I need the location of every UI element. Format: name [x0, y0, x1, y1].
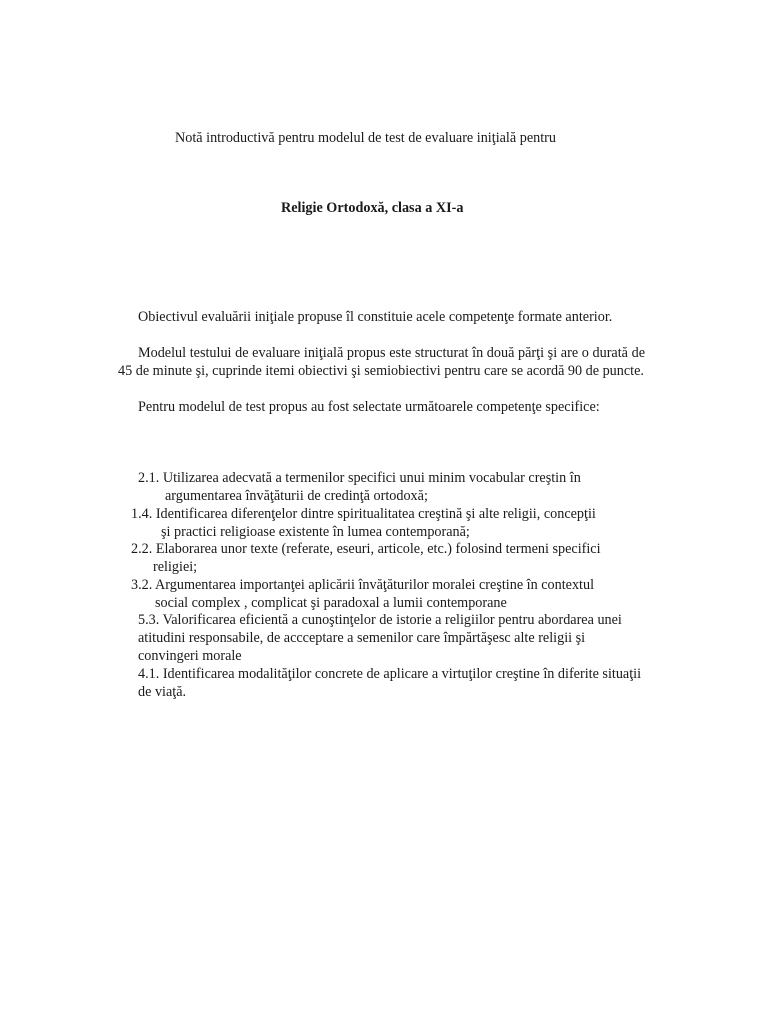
structure-paragraph: Modelul testului de evaluare iniţială propus este structurat în două părţi şi are o durată de 45 de minute şi, cuprinde itemi obiectivi şi semiobiectivi pentru care se acordă 90 de puncte.	[118, 345, 645, 379]
competence-5-3-line2: atitudini responsabile, de accceptare a semenilor care împărtăşesc alte religii şi	[138, 630, 586, 646]
competence-5-3-line3: convingeri morale	[138, 648, 242, 664]
competence-1-4-line2: şi practici religioase existente în lumea contemporană;	[161, 524, 470, 540]
competence-5-3-line1: 5.3. Valorificarea eficientă a cunoştinţelor de istorie a religiilor pentru abordarea unei	[138, 612, 622, 628]
competence-2-2-line2: religiei;	[153, 559, 198, 575]
competence-4-1-line2: de viaţă.	[138, 684, 187, 700]
document-title: Notă introductivă pentru modelul de test de evaluare iniţială pentru	[175, 130, 556, 146]
competence-4-1-line1: 4.1. Identificarea modalităţilor concrete de aplicare a virtuţilor creştine în diferite situaţii	[138, 666, 642, 682]
competence-3-2-line1: 3.2. Argumentarea importanţei aplicării învăţăturilor moralei creştine în contextul	[131, 577, 595, 593]
competence-2-1-line2: argumentarea învăţăturii de credinţă ortodoxă;	[165, 488, 428, 504]
competence-1-4-line1: 1.4. Identificarea diferenţelor dintre spiritualitatea creştină şi alte religii, concepţii	[131, 506, 596, 522]
competence-2-1-line1: 2.1. Utilizarea adecvată a termenilor specifici unui minim vocabular creştin în	[138, 470, 581, 486]
objective-paragraph: Obiectivul evaluării iniţiale propuse îl constituie acele competenţe formate anterior.	[138, 309, 613, 325]
competence-2-2-line1: 2.2. Elaborarea unor texte (referate, eseuri, articole, etc.) folosind termeni specifici	[131, 541, 601, 557]
selection-paragraph: Pentru modelul de test propus au fost selectate următoarele competenţe specifice:	[138, 399, 600, 415]
document-subtitle: Religie Ortodoxă, clasa a XI-a	[281, 200, 464, 216]
competence-3-2-line2: social complex , complicat şi paradoxal a lumii contemporane	[155, 595, 507, 611]
